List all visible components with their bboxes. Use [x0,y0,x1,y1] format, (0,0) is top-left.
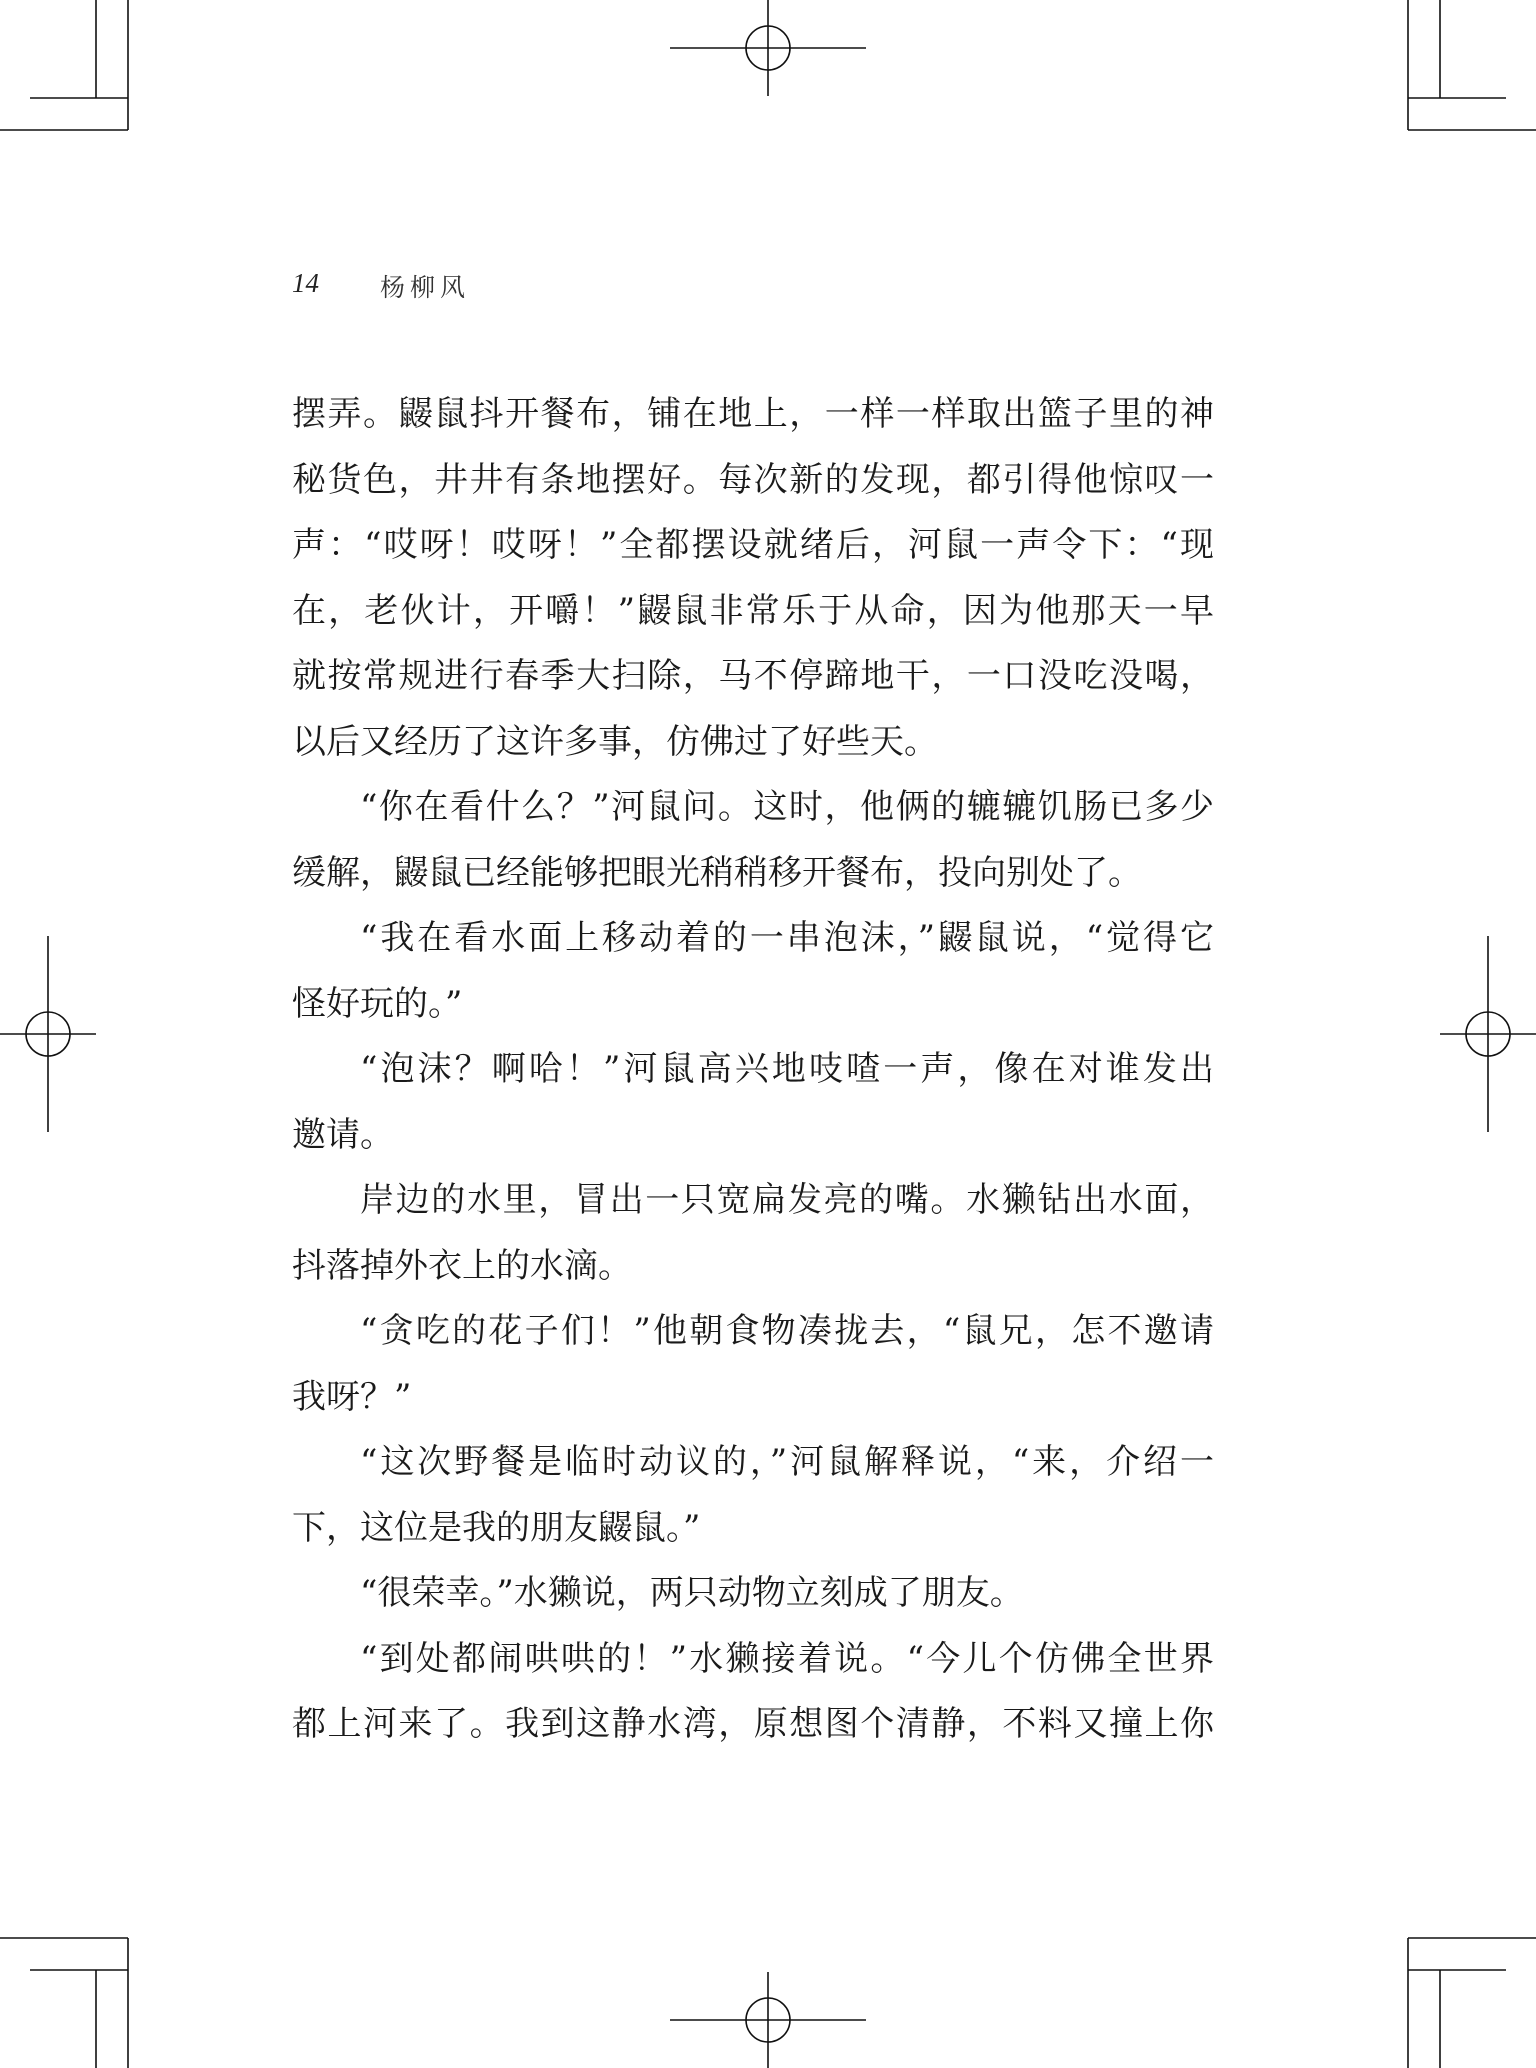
text-line: “这次野餐是临时动议的，”河鼠解释说，“来，介绍一 [360,1442,1214,1482]
text-line: 岸边的水里，冒出一只宽扁发亮的嘴。水獭钻出水面， [360,1180,1214,1220]
text-line: “很荣幸。”水獭说，两只动物立刻成了朋友。 [360,1573,1024,1613]
text-line: 我呀？” [292,1376,412,1417]
body-text [292,382,1214,1758]
text-line: 声：“哎呀！哎呀！”全都摆设就绪后，河鼠一声令下：“现 [292,525,1214,565]
text-line: 下，这位是我的朋友鼹鼠。” [292,1507,701,1548]
text-line: 在，老伙计，开嚼！”鼹鼠非常乐于从命，因为他那天一早 [292,590,1214,631]
text-line: 就按常规进行春季大扫除，马不停蹄地干，一口没吃没喝， [292,656,1214,696]
text-line: “到处都闹哄哄的！”水獭接着说。“今儿个仿佛全世界 [360,1638,1214,1679]
page-number: 14 [292,268,319,298]
running-header [292,268,1192,308]
text-line: 摆弄。鼹鼠抖开餐布，铺在地上，一样一样取出篮子里的神 [292,394,1214,434]
text-line: 秘货色，井井有条地摆好。每次新的发现，都引得他惊叹一 [292,459,1214,500]
text-line: 怪好玩的。” [292,983,463,1024]
text-line: 邀请。 [292,1114,394,1155]
text-line: “我在看水面上移动着的一串泡沫，”鼹鼠说，“觉得它 [360,918,1214,958]
text-line: “泡沫？啊哈！”河鼠高兴地吱喳一声，像在对谁发出 [360,1049,1214,1089]
text-line: 以后又经历了这许多事，仿佛过了好些天。 [292,721,938,762]
running-title: 杨柳风 [380,273,471,302]
text-line: 缓解，鼹鼠已经能够把眼光稍稍移开餐布，投向别处了。 [292,852,1142,893]
text-line: “贪吃的花子们！”他朝食物凑拢去，“鼠兄，怎不邀请 [360,1311,1214,1351]
text-line: “你在看什么？”河鼠问。这时，他俩的辘辘饥肠已多少 [360,787,1214,827]
text-line: 抖落掉外衣上的水滴。 [292,1245,632,1286]
text-line: 都上河来了。我到这静水湾，原想图个清静，不料又撞上你 [292,1704,1214,1744]
